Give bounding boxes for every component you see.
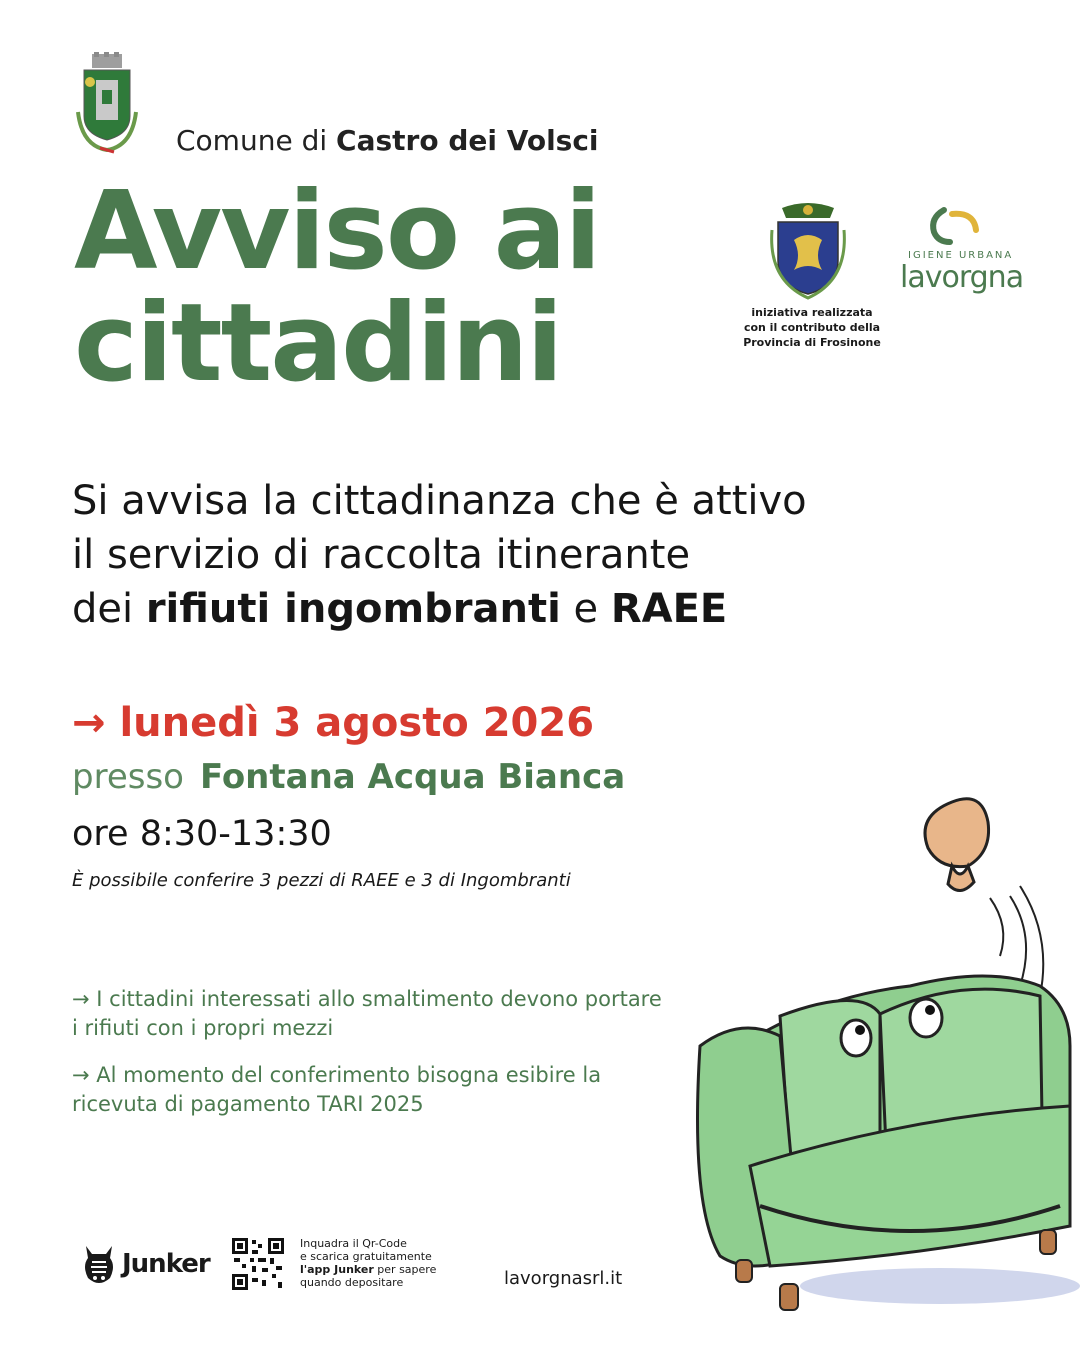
- junker-zebra-icon: [80, 1242, 118, 1288]
- event-hours: ore 8:30-13:30: [72, 814, 332, 854]
- qr-line-3: [300, 1263, 440, 1276]
- qr-app-bold: l'app Junker: [300, 1263, 374, 1276]
- info-item-2: [72, 1061, 672, 1119]
- lavorgna-logo-name: lavorgna: [900, 260, 1024, 295]
- info-arrow-icon: →: [72, 987, 90, 1011]
- place-name: Fontana Acqua Bianca: [199, 757, 626, 797]
- info-text-1: I cittadini interessati allo smaltimento devono portare i rifiuti con i propri mezzi: [72, 987, 662, 1040]
- intro-bulky-waste: rifiuti ingombranti: [145, 586, 561, 632]
- info-item-1: [72, 985, 672, 1043]
- website-link[interactable]: lavorgnasrl.it: [504, 1268, 623, 1289]
- info-text-2: Al momento del conferimento bisogna esibire la ricevuta di pagamento TARI 2025: [72, 1063, 602, 1116]
- date-arrow-icon: →: [72, 700, 106, 746]
- page-title: [74, 169, 600, 406]
- event-notice: È possibile conferire 3 pezzi di RAEE e 3 di Ingombranti: [72, 870, 571, 891]
- qr-line-2: e scarica gratuitamente: [300, 1250, 432, 1263]
- place-prefix: presso: [72, 757, 184, 797]
- qr-line-3-rest: per sapere: [373, 1263, 437, 1276]
- intro-raee: RAEE: [610, 586, 728, 632]
- provincia-crest-logo: [768, 200, 848, 300]
- comune-prefix: Comune di: [176, 124, 337, 157]
- provincia-note-line-2: con il contributo della: [743, 321, 881, 334]
- qr-instructions: [300, 1237, 440, 1289]
- intro-line-1: Si avvisa la cittadinanza che è attivo: [72, 478, 807, 524]
- qr-code[interactable]: [232, 1238, 284, 1290]
- lavorgna-logo-tag: IGIENE URBANA: [908, 250, 1014, 261]
- provincia-note-line-3: Provincia di Frosinone: [743, 336, 881, 349]
- waste-sack-icon: [925, 799, 1043, 996]
- qr-line-1: Inquadra il Qr-Code: [300, 1237, 407, 1250]
- title-line-2: cittadini: [74, 281, 562, 406]
- provincia-note-line-1: iniziativa realizzata: [751, 306, 873, 319]
- intro-line-3-pre: dei: [72, 586, 146, 632]
- title-line-1: Avviso ai: [74, 169, 600, 294]
- intro-line-3-mid: e: [560, 586, 611, 632]
- junker-app-name: Junker: [122, 1249, 210, 1279]
- info-arrow-icon: →: [72, 1063, 90, 1087]
- comune-heading: [176, 124, 599, 157]
- intro-line-2: il servizio di raccolta itinerante: [72, 532, 691, 578]
- event-place: [72, 757, 625, 797]
- intro-text: [72, 474, 1012, 636]
- provincia-note: [722, 305, 902, 350]
- intro-line-3: [72, 582, 1012, 636]
- sofa-illustration: [690, 786, 1080, 1326]
- comune-name: Castro dei Volsci: [336, 124, 599, 157]
- event-date: [72, 700, 594, 746]
- qr-line-4: quando depositare: [300, 1276, 404, 1289]
- event-date-text: lunedì 3 agosto 2026: [119, 700, 595, 746]
- comune-crest-logo: [74, 52, 140, 156]
